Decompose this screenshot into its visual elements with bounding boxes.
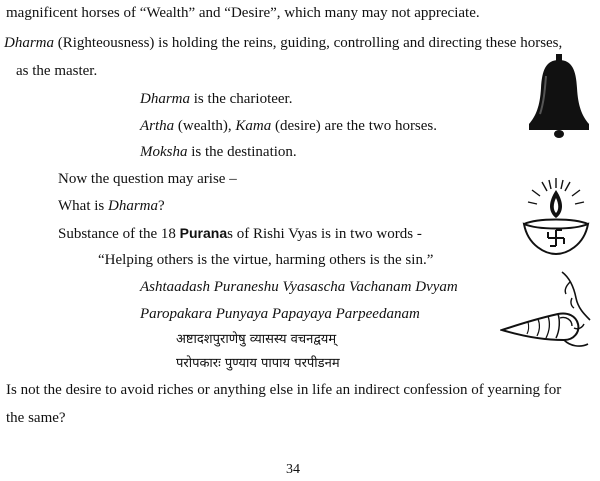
line-5-mid: (wealth), bbox=[174, 118, 236, 134]
line-6-text: is the destination. bbox=[187, 144, 297, 160]
artha-word: Artha bbox=[140, 118, 175, 134]
text-line-4 bbox=[140, 90, 292, 108]
text-line-8 bbox=[58, 197, 165, 215]
line-8-pre: What is bbox=[58, 198, 108, 214]
line-13-text: अष्टादशपुराणेषु व्यासस्य वचनद्वयम् bbox=[176, 332, 337, 347]
text-line-15 bbox=[6, 381, 561, 399]
text-line-7 bbox=[58, 170, 237, 188]
line-10-text: “Helping others is the virtue, harming others is the sin.” bbox=[98, 252, 434, 268]
line-15-text: Is not the desire to avoid riches or anything else in life an indirect confession of yearning for bbox=[6, 382, 562, 398]
line-9-pre: Substance of the 18 bbox=[58, 226, 180, 242]
kama-word: Kama bbox=[235, 118, 272, 134]
text-line-16 bbox=[6, 409, 66, 427]
line-5-text: (desire) are the two horses. bbox=[271, 118, 438, 134]
page-number-text: 34 bbox=[286, 462, 300, 477]
text-line-3 bbox=[16, 62, 97, 80]
sanskrit-transliteration-2 bbox=[140, 305, 420, 323]
sanskrit-transliteration-1 bbox=[140, 278, 458, 296]
line-2-text: (Righteousness) is holding the reins, guiding, controlling and directing these horses, bbox=[54, 35, 563, 51]
text-line-2 bbox=[4, 34, 562, 52]
page-number bbox=[286, 461, 300, 479]
line-9-post: s of Rishi Vyas is in two words - bbox=[227, 226, 422, 242]
dharma-word: Dharma bbox=[140, 91, 191, 107]
bell-icon bbox=[526, 54, 592, 138]
line-3-text: as the master. bbox=[16, 63, 98, 79]
line-11-text: Ashtaadash Puraneshu Vyasascha Vachanam Dvyam bbox=[140, 279, 458, 295]
sanskrit-devanagari-2 bbox=[176, 355, 340, 373]
text-line-9 bbox=[58, 224, 422, 243]
line-4-text: is the charioteer. bbox=[190, 91, 293, 107]
line-7-text: Now the question may arise – bbox=[58, 171, 237, 187]
line-8-post: ? bbox=[158, 198, 165, 214]
line-12-text: Paropakara Punyaya Papayaya Parpeedanam bbox=[140, 306, 420, 322]
text-line-1 bbox=[6, 4, 480, 22]
sanskrit-devanagari-1 bbox=[176, 331, 336, 349]
diya-lamp-icon bbox=[518, 176, 594, 260]
line-14-text: परोपकारः पुण्याय पापाय परपीडनम bbox=[176, 356, 340, 371]
line-16-text: the same? bbox=[6, 410, 66, 426]
text-line-10 bbox=[98, 251, 433, 269]
text-line-5 bbox=[140, 117, 437, 135]
line-1-text: magnificent horses of “Wealth” and “Desire”, which many may not appreciate. bbox=[6, 5, 480, 21]
dharma-word: Dharma bbox=[4, 35, 55, 51]
moksha-word: Moksha bbox=[140, 144, 188, 160]
purana-word: Purana bbox=[179, 225, 228, 241]
text-line-6 bbox=[140, 143, 297, 161]
dharma-word: Dharma bbox=[108, 198, 159, 214]
conch-shell-icon bbox=[500, 268, 596, 368]
